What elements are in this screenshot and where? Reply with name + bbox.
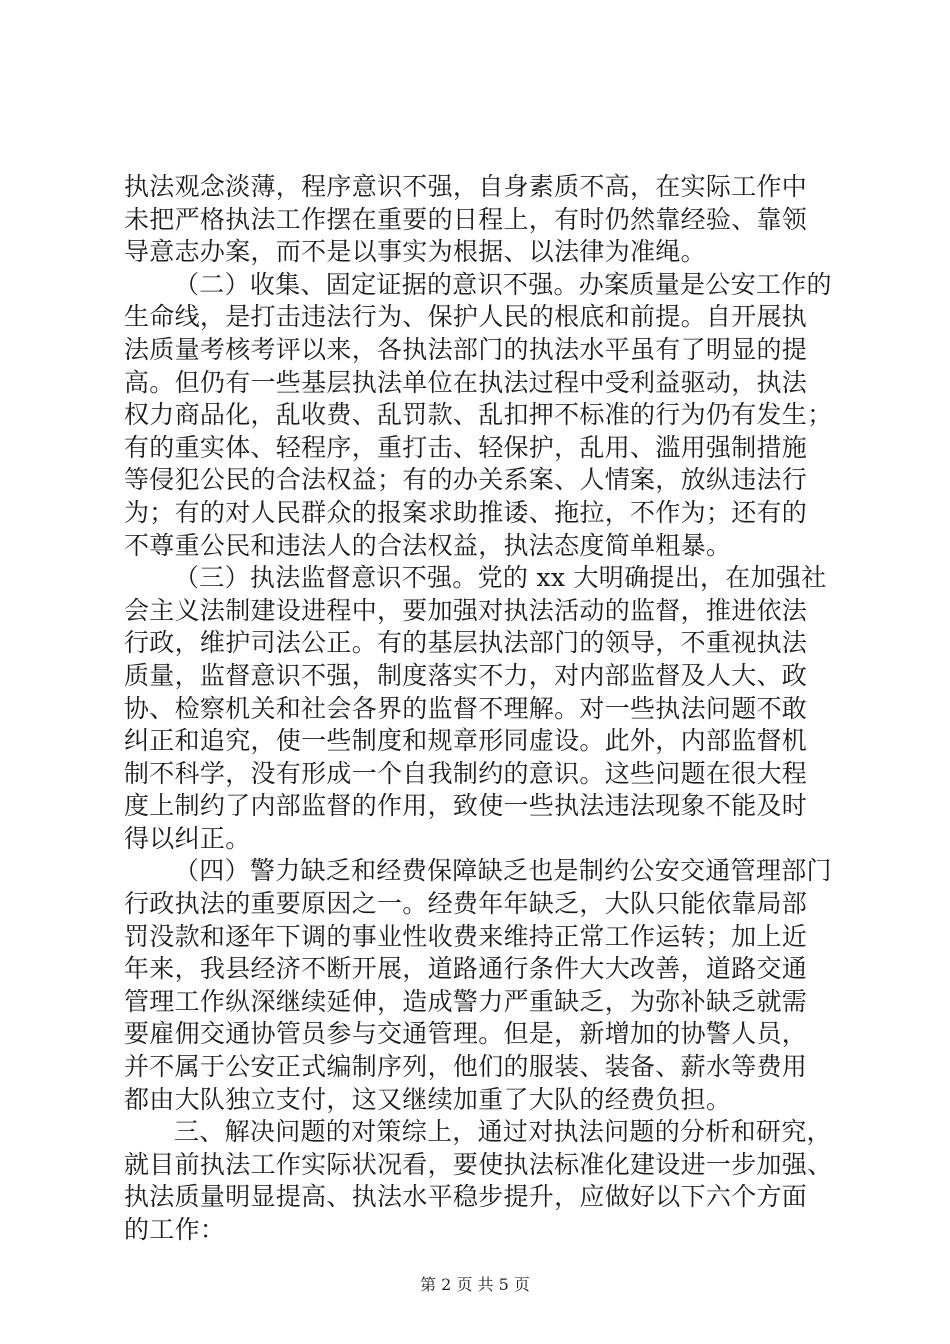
text-line: 协、检察机关和社会各界的监督不理解。对一些执法问题不敢 [124,693,808,723]
text-line: 纠正和追究，使一些制度和规章形同虚设。此外，内部监督机 [124,726,808,756]
text-line: 罚没款和逐年下调的事业性收费来维持正常工作运转；加上近 [124,921,808,951]
text-line: 等侵犯公民的合法权益；有的办关系案、人情案，放纵违法行 [124,465,808,495]
text-line: 有的重实体、轻程序，重打击、轻保护，乱用、滥用强制措施 [124,432,808,462]
text-line: （二）收集、固定证据的意识不强。办案质量是公安工作的 [174,269,832,299]
text-line: 制不科学，没有形成一个自我制约的意识。这些问题在很大程 [124,758,808,788]
text-line: 权力商品化，乱收费、乱罚款、乱扣押不标准的行为仍有发生； [124,400,833,430]
text-line: 未把严格执法工作摆在重要的日程上，有时仍然靠经验、靠领 [124,204,808,234]
text-line: 三、解决问题的对策综上，通过对执法问题的分析和研究， [174,1117,832,1147]
text-line: 导意志办案，而不是以事实为根据、以法律为准绳。 [124,237,706,267]
text-line: 要雇佣交通协管员参与交通管理。但是，新增加的协警人员， [124,1019,808,1049]
body-text [124,171,844,1247]
text-line: 就目前执法工作实际状况看，要使执法标准化建设进一步加强、 [124,1149,833,1179]
text-line: 生命线，是打击违法行为、保护人民的根底和前提。自开展执 [124,302,808,332]
text-line: 法质量考核考评以来，各执法部门的执法水平虽有了明显的提 [124,334,808,364]
text-line: 不尊重公民和违法人的合法权益，执法态度简单粗暴。 [124,530,732,560]
text-line: 得以纠正。 [124,823,251,853]
text-line: 执法观念淡薄，程序意识不强，自身素质不高，在实际工作中 [124,172,808,201]
text-line: 行政执法的重要原因之一。经费年年缺乏，大队只能依靠局部 [124,889,808,919]
text-line: 为；有的对人民群众的报案求助推诿、拖拉，不作为；还有的 [124,497,808,527]
text-line: 会主义法制建设进程中，要加强对执法活动的监督，推进依法 [124,595,808,625]
text-line: 度上制约了内部监督的作用，致使一些执法违法现象不能及时 [124,791,808,821]
text-line: 执法质量明显提高、执法水平稳步提升，应做好以下六个方面 [124,1182,808,1212]
text-line: 并不属于公安正式编制序列，他们的服装、装备、薪水等费用 [124,1052,808,1082]
page-footer: 第 2 页 共 5 页 [420,1275,530,1294]
text-line: 质量，监督意识不强，制度落实不力，对内部监督及人大、政 [124,660,808,690]
text-line: 管理工作纵深继续延伸，造成警力严重缺乏，为弥补缺乏就需 [124,986,808,1016]
text-line: （四）警力缺乏和经费保障缺乏也是制约公安交通管理部门 [174,856,832,886]
text-line: （三）执法监督意识不强。党的 xx 大明确提出，在加强社 [174,563,827,593]
text-line: 年来，我县经济不断开展，道路通行条件大大改善，道路交通 [124,954,808,984]
text-line: 高。但仍有一些基层执法单位在执法过程中受利益驱动，执法 [124,367,808,397]
text-line: 的工作： [124,1215,226,1244]
text-line: 行政，维护司法公正。有的基层执法部门的领导，不重视执法 [124,628,808,658]
text-line: 都由大队独立支付，这又继续加重了大队的经费负担。 [124,1084,732,1114]
